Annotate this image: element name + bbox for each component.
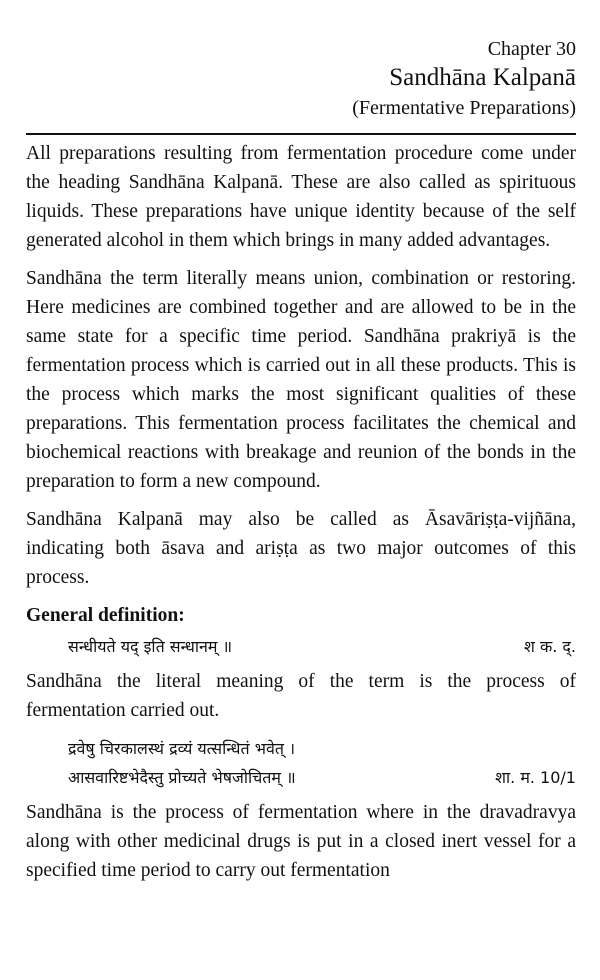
- header-rule: [26, 133, 576, 135]
- verse-block-2: [26, 734, 576, 792]
- verse-line: [26, 632, 576, 661]
- verse-line: [26, 763, 576, 792]
- verse-text: आसवारिष्टभेदैस्तु प्रोच्यते भेषजोचितम् ॥: [68, 768, 296, 787]
- chapter-subtitle: (Fermentative Preparations): [352, 97, 576, 119]
- verse-text: द्रवेषु चिरकालस्थं द्रव्यं यत्सन्धितं भवेत् ।: [68, 739, 296, 758]
- paragraph-closing: Sandhāna is the process of fermentation where in the dravadravya along with other medicinal drugs is put in a closed inert vessel for a specified time period to carry out fermentation: [26, 802, 576, 881]
- verse-reference: श क. द्.: [523, 637, 576, 656]
- verse-text: सन्धीयते यद् इति सन्धानम् ॥: [68, 637, 233, 656]
- section-heading: General definition:: [26, 605, 185, 626]
- verse-block-1: [26, 632, 576, 661]
- page-body: [26, 139, 576, 894]
- verse-reference: शा. म. 10/1: [495, 768, 576, 787]
- chapter-header: [352, 36, 576, 122]
- chapter-title: Sandhāna Kalpanā: [389, 64, 576, 91]
- paragraph-alternate-name: Sandhāna Kalpanā may also be called as Āsavāriṣṭa-vijñāna, indicating both āsava and ariṣṭa as two major outcomes of this process.: [26, 509, 576, 588]
- chapter-number: Chapter 30: [487, 38, 576, 60]
- verse-line: [26, 734, 576, 763]
- paragraph-explanation: Sandhāna the literal meaning of the term is the process of fermentation carried out.: [26, 671, 576, 721]
- paragraph-meaning: Sandhāna the term literally means union, combination or restoring. Here medicines are combined together and are allowed to be in the same state for a specific time period. Sandhāna prakriyā is the fermentation process which is carried out in all these products. This is the process which marks the most significant qualities of these preparations. This fermentation process facilitates the chemical and biochemical reactions with breakage and reunion of the bonds in the preparation to form a new compound.: [26, 268, 576, 492]
- paragraph-intro: All preparations resulting from fermentation procedure come under the heading Sandhāna Kalpanā. These are also called as spirituous liquids. These preparations have unique identity because of the self generated alcohol in them which brings in many added advantages.: [26, 143, 576, 251]
